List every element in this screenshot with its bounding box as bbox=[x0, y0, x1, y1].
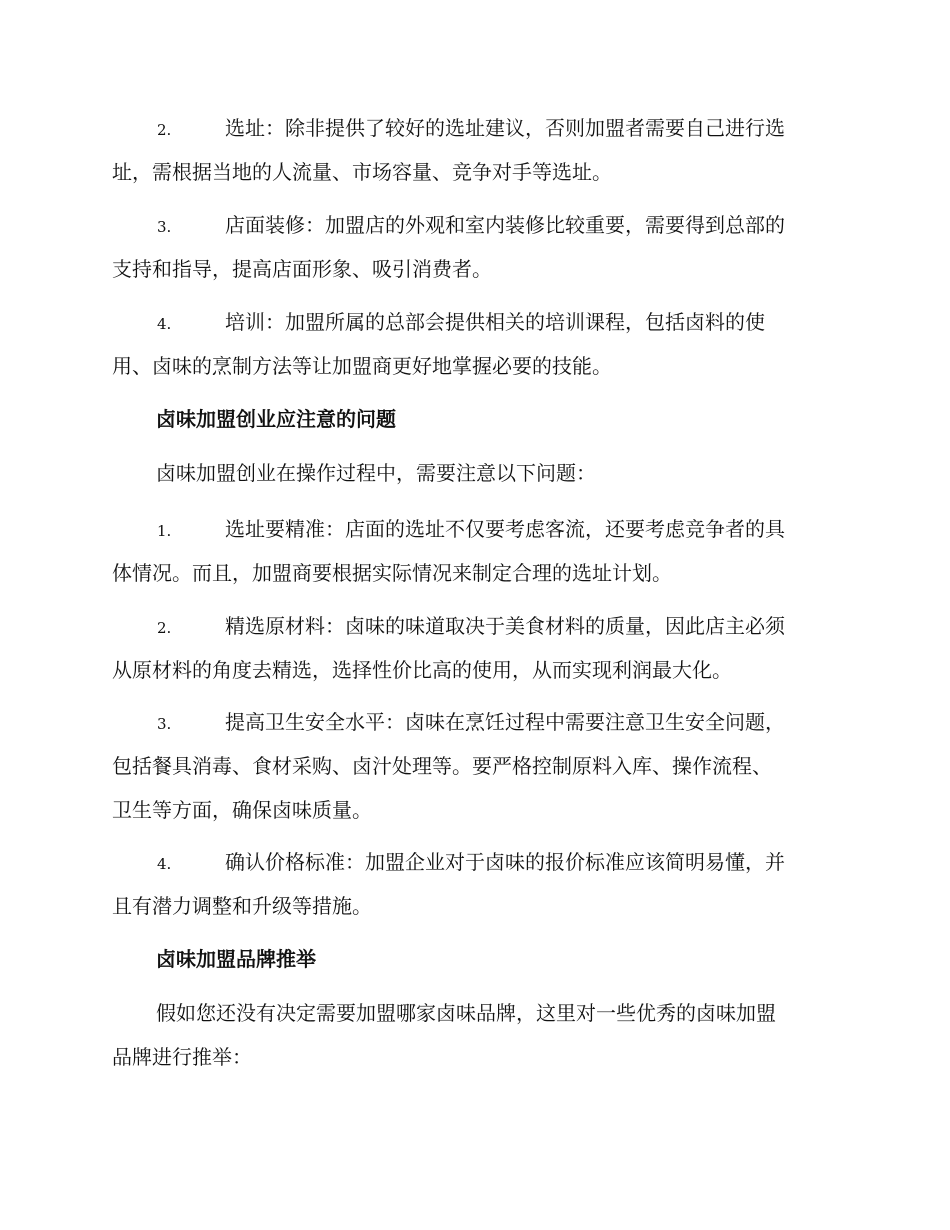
list-item-text: 确认价格标准：加盟企业对于卤味的报价标准应该简明易懂，并 bbox=[225, 850, 785, 874]
list-item-text: 从原材料的角度去精选，选择性价比高的使用，从而实现利润最大化。 bbox=[112, 658, 732, 682]
list-number: 3. bbox=[157, 715, 172, 733]
section-heading-text: 卤味加盟品牌推举 bbox=[156, 947, 316, 971]
list-number: 3. bbox=[157, 218, 172, 236]
list-item-text: 用、卤味的烹制方法等让加盟商更好地掌握必要的技能。 bbox=[112, 354, 612, 378]
list-item bbox=[112, 203, 836, 291]
list-item-text: 址，需根据当地的人流量、市场容量、竞争对手等选址。 bbox=[112, 160, 612, 184]
list-item bbox=[112, 507, 836, 595]
list-item bbox=[112, 300, 836, 388]
list-number: 2. bbox=[157, 121, 172, 139]
list-item-text: 支持和指导，提高店面形象、吸引消费者。 bbox=[112, 257, 492, 281]
section-intro bbox=[112, 991, 836, 1079]
list-item-text: 选址：除非提供了较好的选址建议，否则加盟者需要自己进行选 bbox=[225, 116, 785, 140]
list-item-text: 精选原材料：卤味的味道取决于美食材料的质量，因此店主必须 bbox=[225, 614, 785, 638]
list-item bbox=[112, 106, 836, 194]
list-item-text: 培训：加盟所属的总部会提供相关的培训课程，包括卤料的使 bbox=[225, 310, 765, 334]
section-heading bbox=[112, 397, 836, 441]
list-item bbox=[112, 604, 836, 692]
list-item-text: 卫生等方面，确保卤味质量。 bbox=[112, 798, 372, 822]
list-item-text: 选址要精准：店面的选址不仅要考虑客流，还要考虑竞争者的具 bbox=[225, 517, 785, 541]
list-item-text: 包括餐具消毒、食材采购、卤汁处理等。要严格控制原料入库、操作流程、 bbox=[112, 754, 772, 778]
paragraph-text: 假如您还没有决定需要加盟哪家卤味品牌，这里对一些优秀的卤味加盟 bbox=[156, 1001, 776, 1025]
list-number: 1. bbox=[157, 522, 172, 540]
section-heading-text: 卤味加盟创业应注意的问题 bbox=[156, 407, 396, 431]
list-number: 4. bbox=[157, 855, 172, 873]
section-intro bbox=[112, 451, 836, 495]
section-heading bbox=[112, 937, 836, 981]
list-item bbox=[112, 840, 836, 928]
list-number: 2. bbox=[157, 619, 172, 637]
list-item-text: 且有潜力调整和升级等措施。 bbox=[112, 894, 372, 918]
list-item-text: 店面装修：加盟店的外观和室内装修比较重要，需要得到总部的 bbox=[225, 213, 785, 237]
list-item-text: 体情况。而且，加盟商要根据实际情况来制定合理的选址计划。 bbox=[112, 561, 672, 585]
paragraph-text: 卤味加盟创业在操作过程中，需要注意以下问题： bbox=[156, 461, 596, 485]
list-item-text: 提高卫生安全水平：卤味在烹饪过程中需要注意卫生安全问题， bbox=[225, 710, 785, 734]
paragraph-text: 品牌进行推举： bbox=[112, 1045, 252, 1069]
list-item bbox=[112, 700, 836, 832]
list-number: 4. bbox=[157, 315, 172, 333]
